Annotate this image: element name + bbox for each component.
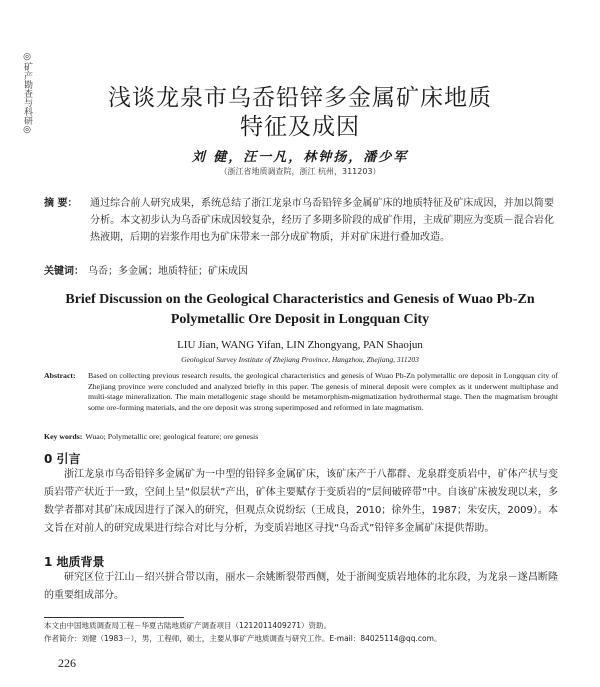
title-en-line-2: Polymetallic Ore Deposit in Longquan City: [170, 312, 430, 327]
section-body-geological-background: 研究区位于江山－绍兴拼合带以南，丽水－余姚断裂带西侧，处于浙闽变质岩地体的北东段，为龙泉－遂昌断隆的重要组成部分。: [44, 572, 558, 601]
section-heading-introduction: 0 引言: [44, 452, 81, 466]
authors-en: LIU Jian, WANG Yifan, LIN Zhongyang, PAN Shaojun: [177, 339, 423, 351]
abstract-cn-text: 通过综合前人研究成果，系统总结了浙江龙泉市乌岙铅锌多金属矿床的地质特征及矿床成因，并加以简要分析。本文初步认为乌岙矿床成因较复杂，经历了多期多阶段的成矿作用，主成矿期应为变质－混合岩化热液期，后期的岩浆作用也为矿床带来一部分成矿物质，并对矿床进行叠加改造。: [90, 198, 554, 243]
abstract-cn: [44, 195, 554, 246]
keywords-en-text: Wuao; Polymetallic ore; geological feature; ore genesis: [85, 432, 259, 441]
keywords-cn-text: 乌岙；多金属；地质特征；矿床成因: [88, 266, 248, 277]
affiliation-en: Geological Survey Institute of Zhejiang Province, Hangzhou, Zhejiang, 311203: [181, 355, 419, 364]
authors-cn: 刘 健，汪一凡，林钟扬，潘少军: [191, 150, 409, 165]
page-number: 226: [58, 656, 76, 670]
journal-side-label: ◎矿产勘查与科研◎: [22, 52, 32, 135]
abstract-en-text: Based on collecting previous research results, the geological characteristics and genesis of Wuao Pb-Zn polymetallic ore deposit in Longquan city of Zhejiang province were concluded and analyzed briefly in this paper. The genesis of mineral deposit were complex as it underwent multiphase and multi-stage mineralization. The main metallogenic stage should be metamorphism-migmatization hydrothermal stage. Then the magmatism brought some ore-forming materials, and the ore deposit was strong superimposed and reformed in late magmatism.: [88, 371, 558, 412]
title-line-1: 浅谈龙泉市乌岙铅锌多金属矿床地质: [108, 85, 492, 111]
section-body-introduction: 浙江龙泉市乌岙铅锌多金属矿为一中型的铅锌多金属矿床，该矿床产于八都群、龙泉群变质岩中，矿体产状与变质岩带产状近于一致，空间上呈“似层状”产出，矿体主要赋存于变质岩的“层间破碎带”中。自该矿床被发现以来，多数学者都对其矿床成因进行了深入的研究，但观点众说纷纭（王成良，2010；徐外生，1987；朱安庆，2009）。本文旨在对前人的研究成果进行综合对比与分析，为变质岩地区寻找“乌岙式”铅锌多金属矿床提供帮助。: [44, 469, 558, 534]
section-heading-geological-background: 1 地质背景: [44, 555, 105, 569]
footnote-divider: [44, 617, 184, 618]
keywords-en: [44, 432, 558, 441]
title-en-line-1: Brief Discussion on the Geological Characteristics and Genesis of Wuao Pb-Zn: [65, 292, 535, 307]
keywords-cn: [44, 262, 554, 277]
footnote-author-bio: 作者简介：刘健（1983－），男，工程师，硕士，主要从事矿产地质调查与研究工作。E-mail：84025114@qq.com。: [44, 634, 442, 643]
abstract-en: [44, 371, 558, 413]
title-line-2: 特征及成因: [240, 114, 360, 140]
keywords-cn-label: 关键词：: [44, 266, 84, 277]
affiliation-cn: （浙江省地质调查院，浙江 杭州，311203）: [219, 167, 381, 176]
abstract-en-label: Abstract:: [44, 371, 76, 380]
keywords-en-label: Key words:: [44, 432, 83, 441]
footnote-funding: 本文由中国地质调查局工程－华夏古陆地质矿产调查项目（1212011409271）资助。: [44, 621, 332, 630]
abstract-cn-label: 摘 要：: [44, 198, 78, 209]
